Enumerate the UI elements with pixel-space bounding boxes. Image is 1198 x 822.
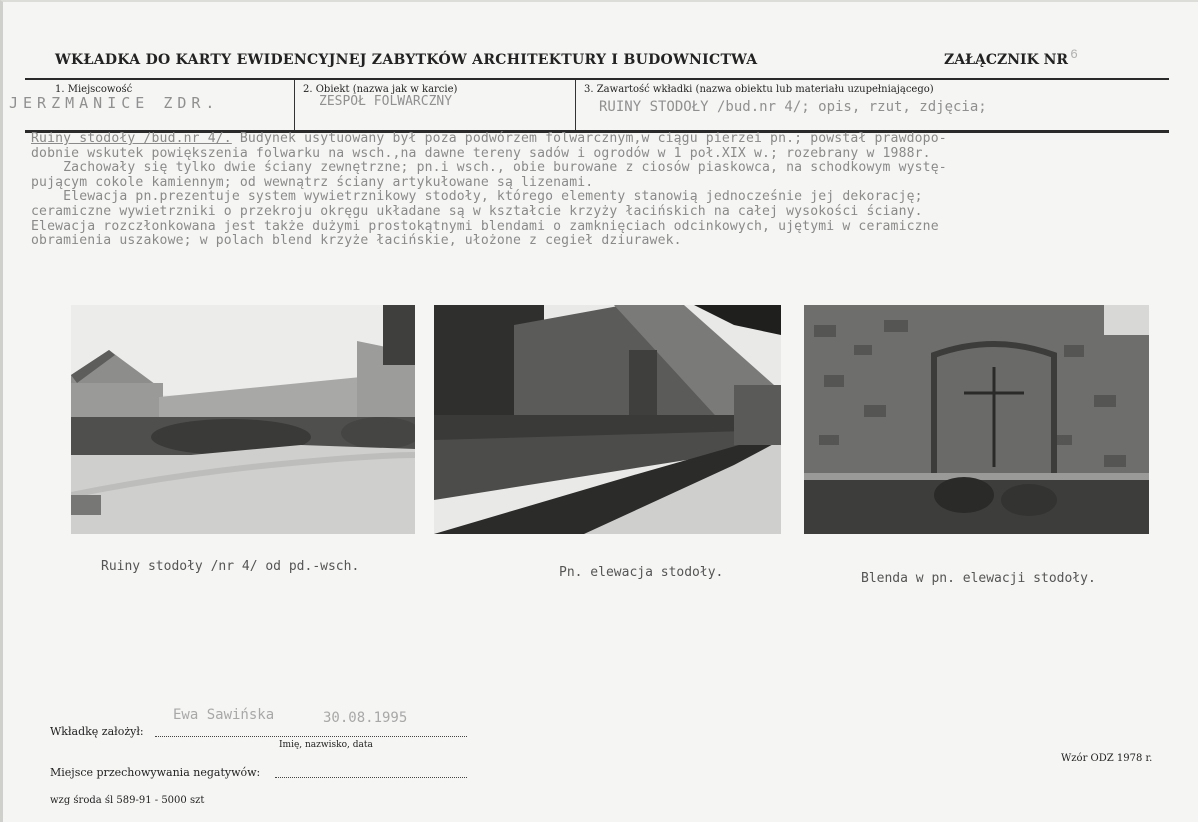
author-name: Ewa Sawińska — [173, 707, 275, 723]
photo-caption-3: Blenda w pn. elewacji stodoły. — [861, 571, 1096, 586]
photo-blind-niche — [804, 305, 1149, 534]
description-lead: Ruiny stodoły /bud.nr 4/. — [31, 131, 232, 146]
field-label-contents: 3. Zawartość wkładki (nazwa obiektu lub materiału uzupełniającego) — [584, 84, 934, 95]
description-text — [31, 132, 1171, 249]
field-divider-2 — [575, 80, 576, 130]
field-label-object: 2. Obiekt (nazwa jak w karcie) — [303, 84, 458, 95]
created-by-line — [155, 736, 467, 737]
description-line: dobnie wskutek powiększenia folwarku na wsch.,na dawne tereny sadów i ogrodów w 1 poł.XIX w.; rozebrany w 1988r. — [31, 145, 931, 161]
description-line: Budynek usytuowany był poza podwórzem folwarcznym,w ciągu pierzei pn.; powstał prawdopo- — [231, 131, 947, 146]
template-label: Wzór ODZ 1978 r. — [1061, 753, 1153, 764]
description-line: pującym cokole kamiennym; od wewnątrz ściany artykułowane są lizenami. — [31, 174, 594, 190]
form-title: WKŁADKA DO KARTY EWIDENCYJNEJ ZABYTKÓW ARCHITEKTURY I BUDOWNICTWA — [55, 52, 758, 68]
field-divider-1 — [294, 80, 295, 130]
negatives-line — [275, 777, 467, 778]
annex-label — [944, 47, 1078, 68]
field-value-contents: RUINY STODOŁY /bud.nr 4/; opis, rzut, zdjęcia; — [599, 99, 987, 115]
annex-label-text: ZAŁĄCZNIK NR — [944, 52, 1069, 68]
field-value-object: ZESPÓŁ FOLWARCZNY — [319, 94, 453, 109]
field-value-locality: JERZMANICE ZDR. — [9, 94, 220, 112]
header-rule — [25, 78, 1169, 80]
created-by-label: Wkładkę założył: — [50, 725, 144, 738]
description-line: ceramiczne wywietrzniki o przekroju okręgu układane są w kształcie krzyży łacińskich na całej wysokości ściany. — [31, 203, 923, 219]
description-line: obramienia uszakowe; w polach blend krzyże łacińskie, ułożone z cegieł dziurawek. — [31, 233, 682, 249]
photo-north-elevation — [434, 305, 781, 534]
annex-number: 6 — [1070, 47, 1078, 62]
photo-caption-1: Ruiny stodoły /nr 4/ od pd.-wsch. — [101, 559, 360, 574]
field-label-locality: 1. Miejscowość — [55, 84, 133, 95]
negatives-label: Miejsce przechowywania negatywów: — [50, 766, 261, 779]
description-line: Zachowały się tylko dwie ściany zewnętrzne; pn.i wsch., obie burowane z ciosów piaskowca, na schodkowym wystę- — [31, 160, 947, 176]
photo-caption-2: Pn. elewacja stodoły. — [559, 565, 724, 580]
creation-date: 30.08.1995 — [323, 710, 408, 726]
description-line: Elewacja pn.prezentuje system wywietrznikowy stodoły, którego elementy stanowią jednocześnie jej dekorację; — [31, 189, 923, 205]
photo-ruins-southeast — [71, 305, 415, 534]
description-line: Elewacja rozczłonkowana jest także dużymi prostokątnymi blendami o zamknięciach odcinkowych, ujętymi w ceramiczne — [31, 218, 939, 234]
printer-note: wzg środa śl 589-91 - 5000 szt — [50, 795, 205, 806]
name-date-hint: Imię, nazwisko, data — [279, 740, 373, 750]
